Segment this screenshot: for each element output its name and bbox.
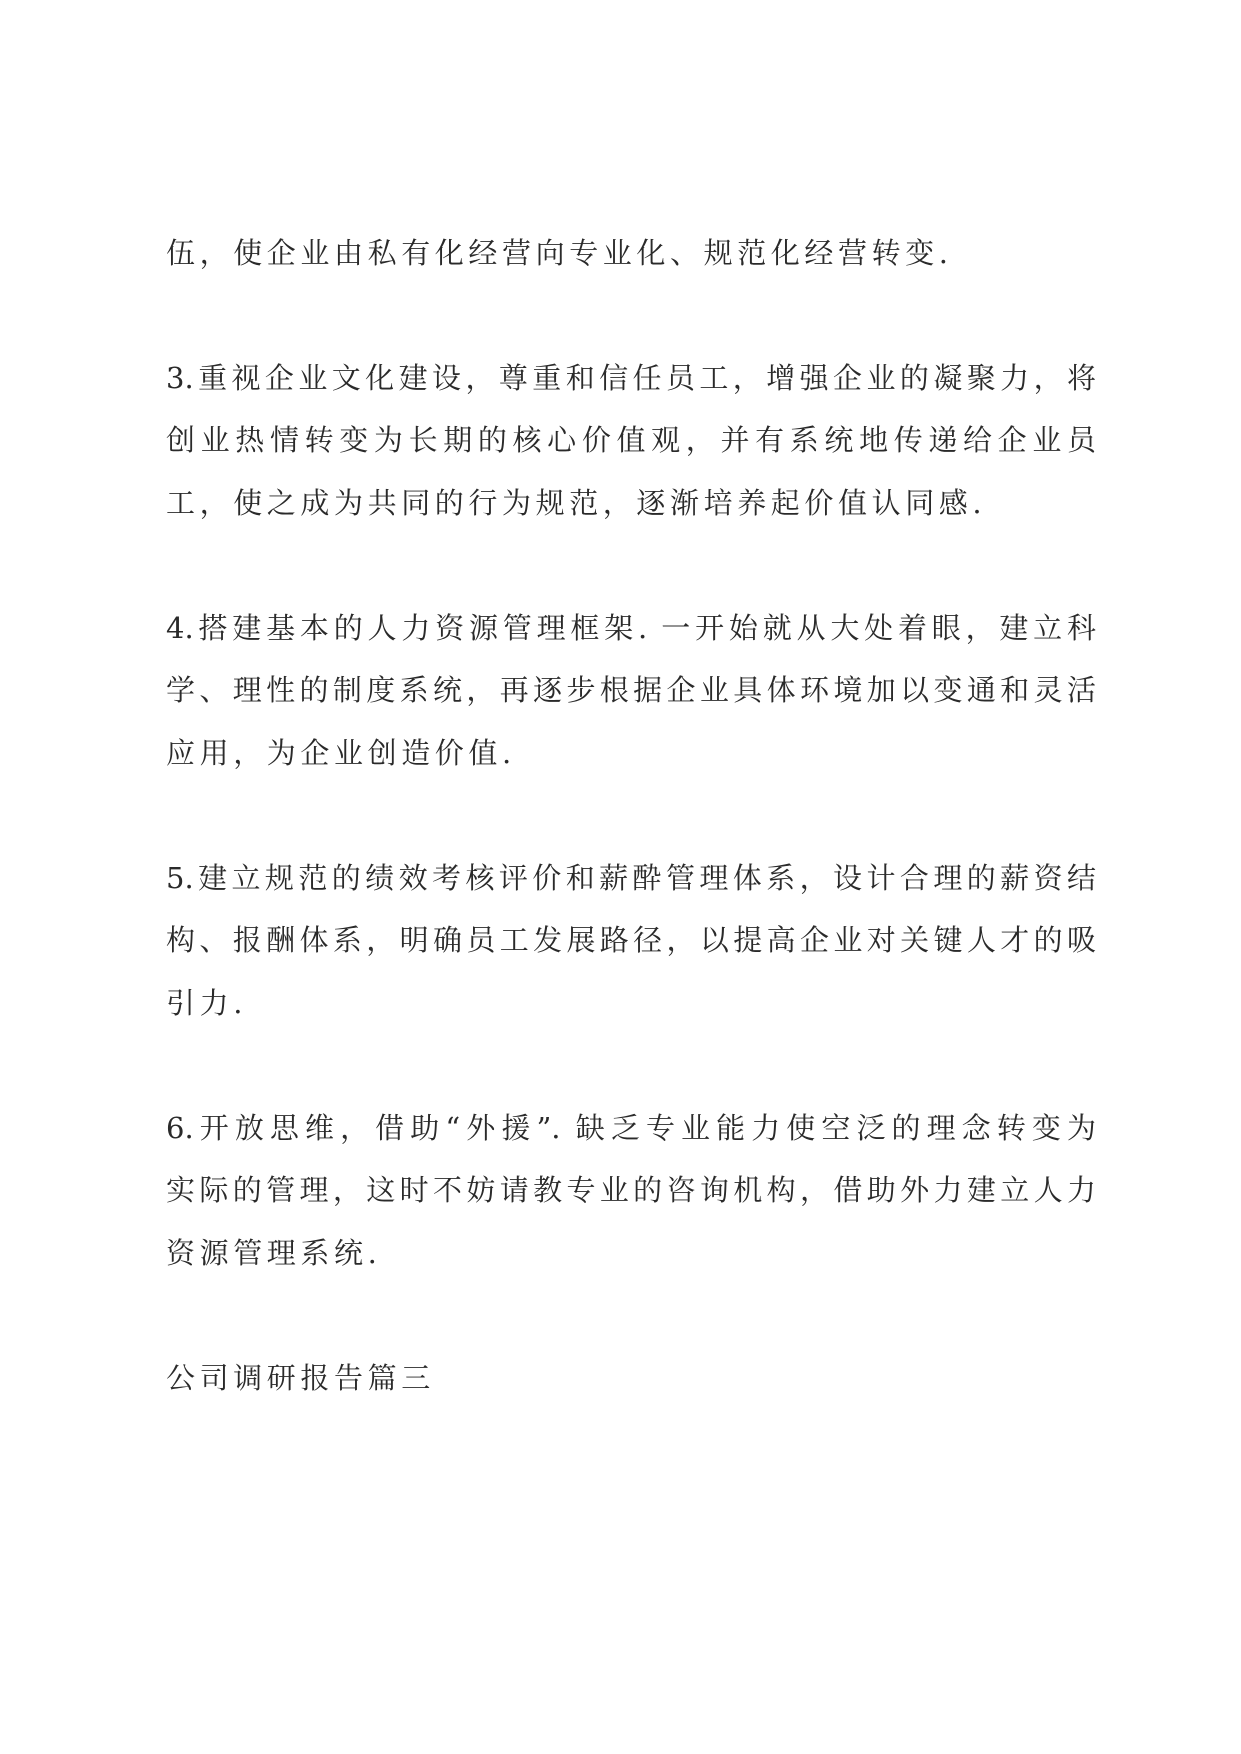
paragraph-4-line-1: 4.搭建基本的人力资源管理框架. 一开始就从大处着眼，建立科 bbox=[166, 611, 1096, 645]
paragraph-4-line-3: 应用，为企业创造价值. bbox=[166, 736, 516, 770]
paragraph-5-line-1: 5.建立规范的绩效考核评价和薪酔管理体系，设计合理的薪资结 bbox=[166, 861, 1096, 895]
paragraph-3-line-1: 3.重视企业文化建设，尊重和信任员工，增强企业的凝聚力，将 bbox=[166, 361, 1096, 395]
paragraph-6-line-2: 实际的管理，这时不妨请教专业的咨询机构，借助外力建立人力 bbox=[166, 1173, 1096, 1207]
paragraph-5-line-3: 引力. bbox=[166, 986, 248, 1020]
paragraph-6-line-3: 资源管理系统. bbox=[166, 1236, 382, 1270]
section-heading: 公司调研报告篇三 bbox=[166, 1361, 435, 1395]
paragraph-5-line-2: 构、报酬体系，明确员工发展路径，以提高企业对关键人才的吸 bbox=[166, 923, 1096, 957]
paragraph-4-line-2: 学、理性的制度系统，再逐步根据企业具体环境加以变通和灵活 bbox=[166, 673, 1096, 707]
paragraph-6-line-1: 6.开放思维，借助“外援”. 缺乏专业能力使空泛的理念转变为 bbox=[166, 1111, 1096, 1145]
paragraph-2-line-1: 伍，使企业由私有化经营向专业化、规范化经营转变. bbox=[166, 236, 953, 270]
paragraph-3-line-3: 工，使之成为共同的行为规范，逐渐培养起价值认同感. bbox=[166, 486, 987, 520]
paragraph-3-line-2: 创业热情转变为长期的核心价值观，并有系统地传递给企业员 bbox=[166, 423, 1096, 457]
